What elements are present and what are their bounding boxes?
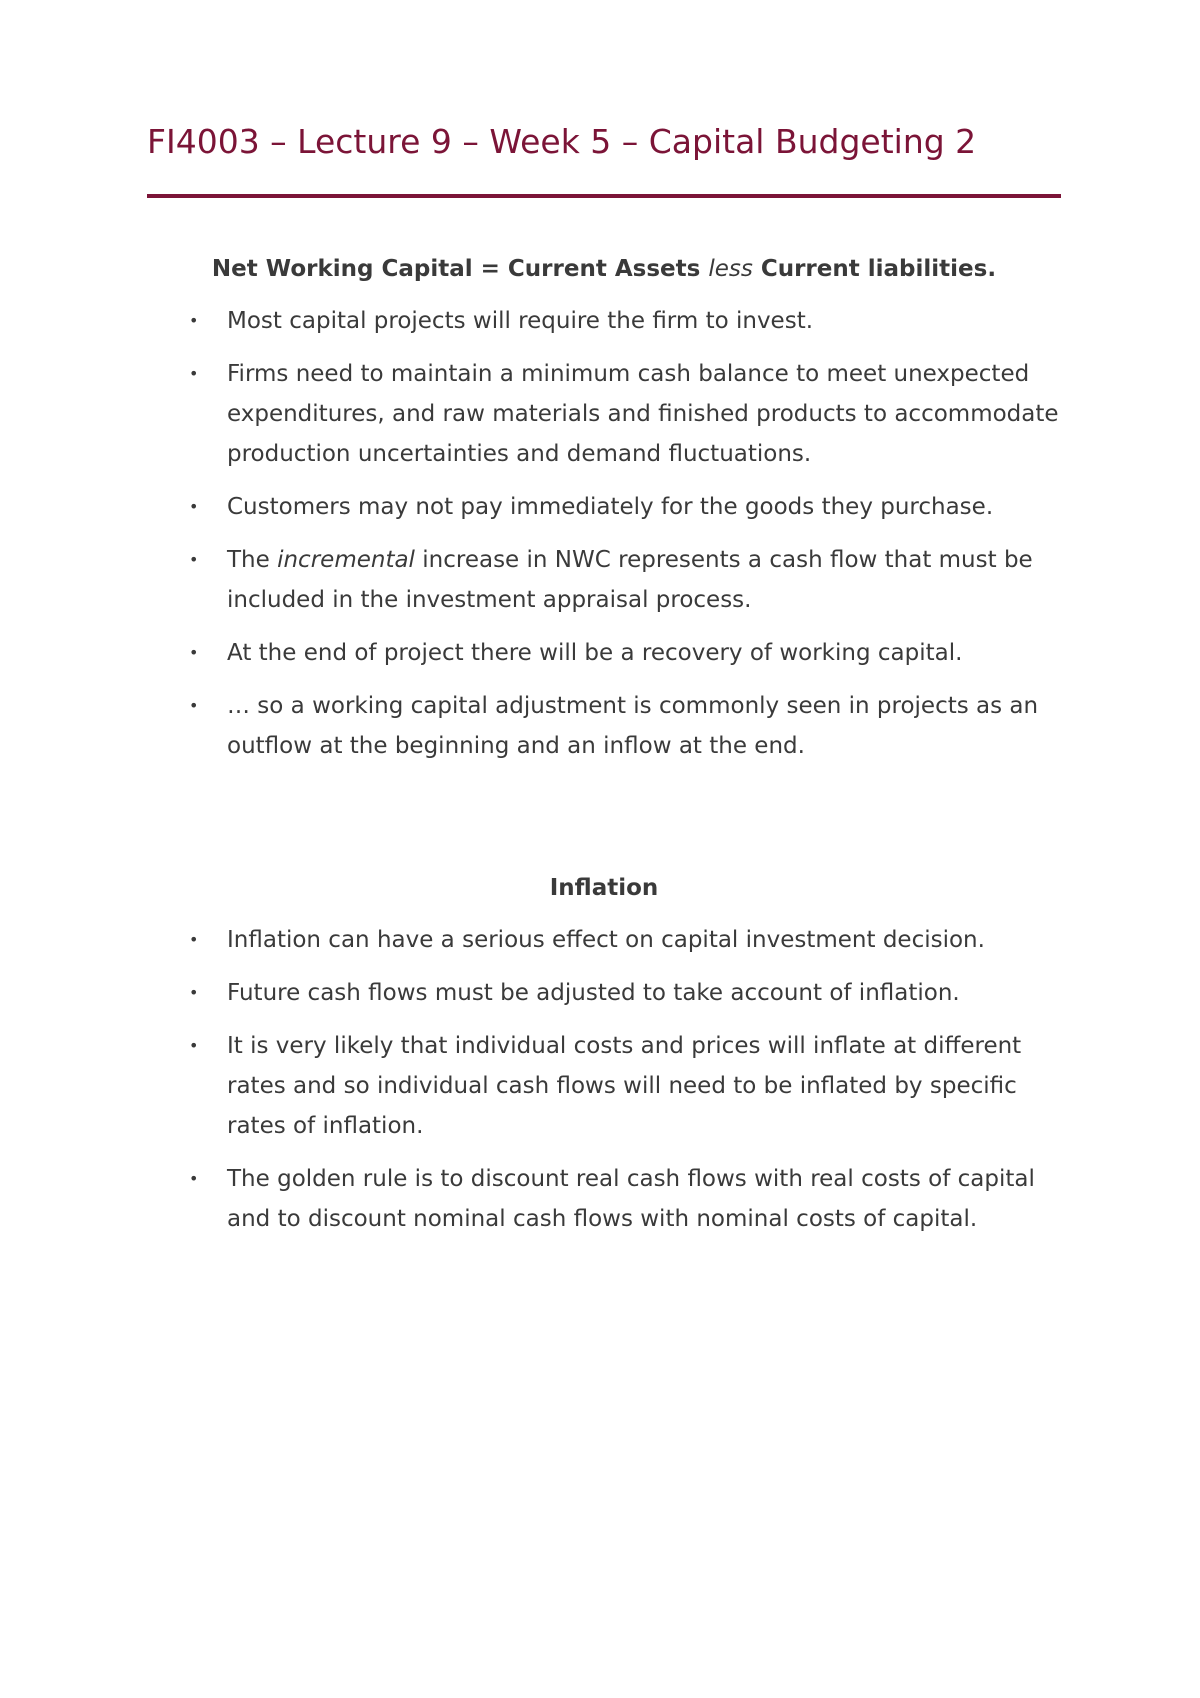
bullet-icon: • xyxy=(189,696,199,715)
list-item xyxy=(147,1026,1067,1146)
bullet-icon: • xyxy=(189,643,199,662)
bullet-icon: • xyxy=(189,930,199,949)
bullet-icon: • xyxy=(189,497,199,516)
list-item-text: Most capital projects will require the firm to invest. xyxy=(227,308,814,334)
list-item xyxy=(147,686,1067,766)
list-item xyxy=(147,540,1067,620)
list-item xyxy=(147,973,1067,1013)
list-item-text: It is very likely that individual costs and prices will inflate at different rates and so individual cash flows will need to be inflated by specific rates of inflation. xyxy=(227,1033,1022,1139)
list-item-text: At the end of project there will be a recovery of working capital. xyxy=(227,640,963,666)
bullet-icon: • xyxy=(189,1036,199,1055)
list-item-text: … so a working capital adjustment is commonly seen in projects as an outflow at the beginning and an inflow at the end. xyxy=(227,693,1039,759)
bullet-icon: • xyxy=(189,983,199,1002)
list-item xyxy=(147,920,1067,960)
list-item-text-end: increase in NWC represents a cash flow that must be included in the investment appraisal process. xyxy=(227,547,1033,613)
bullet-list-inflation xyxy=(147,920,1061,1252)
bullet-list-net-working-capital xyxy=(147,301,1061,779)
list-item xyxy=(147,301,1067,341)
list-item-text: Customers may not pay immediately for the goods they purchase. xyxy=(227,494,994,520)
heading-text-italic: less xyxy=(708,256,753,282)
list-item-text: Inflation can have a serious effect on capital investment decision. xyxy=(227,927,985,953)
list-item-text-start: The xyxy=(227,547,278,573)
list-item-text: Future cash flows must be adjusted to take account of inflation. xyxy=(227,980,960,1006)
heading-text-start: Net Working Capital = Current Assets xyxy=(211,256,709,282)
page-title: FI4003 – Lecture 9 – Week 5 – Capital Budgeting 2 xyxy=(147,122,977,161)
section-heading-inflation: Inflation xyxy=(549,875,659,901)
bullet-icon: • xyxy=(189,364,199,383)
bullet-icon: • xyxy=(189,1169,199,1188)
bullet-icon: • xyxy=(189,550,199,569)
section-heading-net-working-capital xyxy=(147,254,1061,284)
list-item-text: The golden rule is to discount real cash flows with real costs of capital and to discount nominal cash flows with nominal costs of capital. xyxy=(227,1166,1035,1232)
bullet-icon: • xyxy=(189,311,199,330)
list-item xyxy=(147,487,1067,527)
title-underline xyxy=(147,194,1061,198)
list-item-text-italic: incremental xyxy=(277,547,415,573)
list-item xyxy=(147,354,1067,474)
heading-text-end: Current liabilities. xyxy=(752,256,997,282)
list-item xyxy=(147,1159,1067,1239)
list-item xyxy=(147,633,1067,673)
list-item-text: Firms need to maintain a minimum cash balance to meet unexpected expenditures, and raw materials and finished products to accommodate production uncertainties and demand fluctuations. xyxy=(227,361,1059,467)
